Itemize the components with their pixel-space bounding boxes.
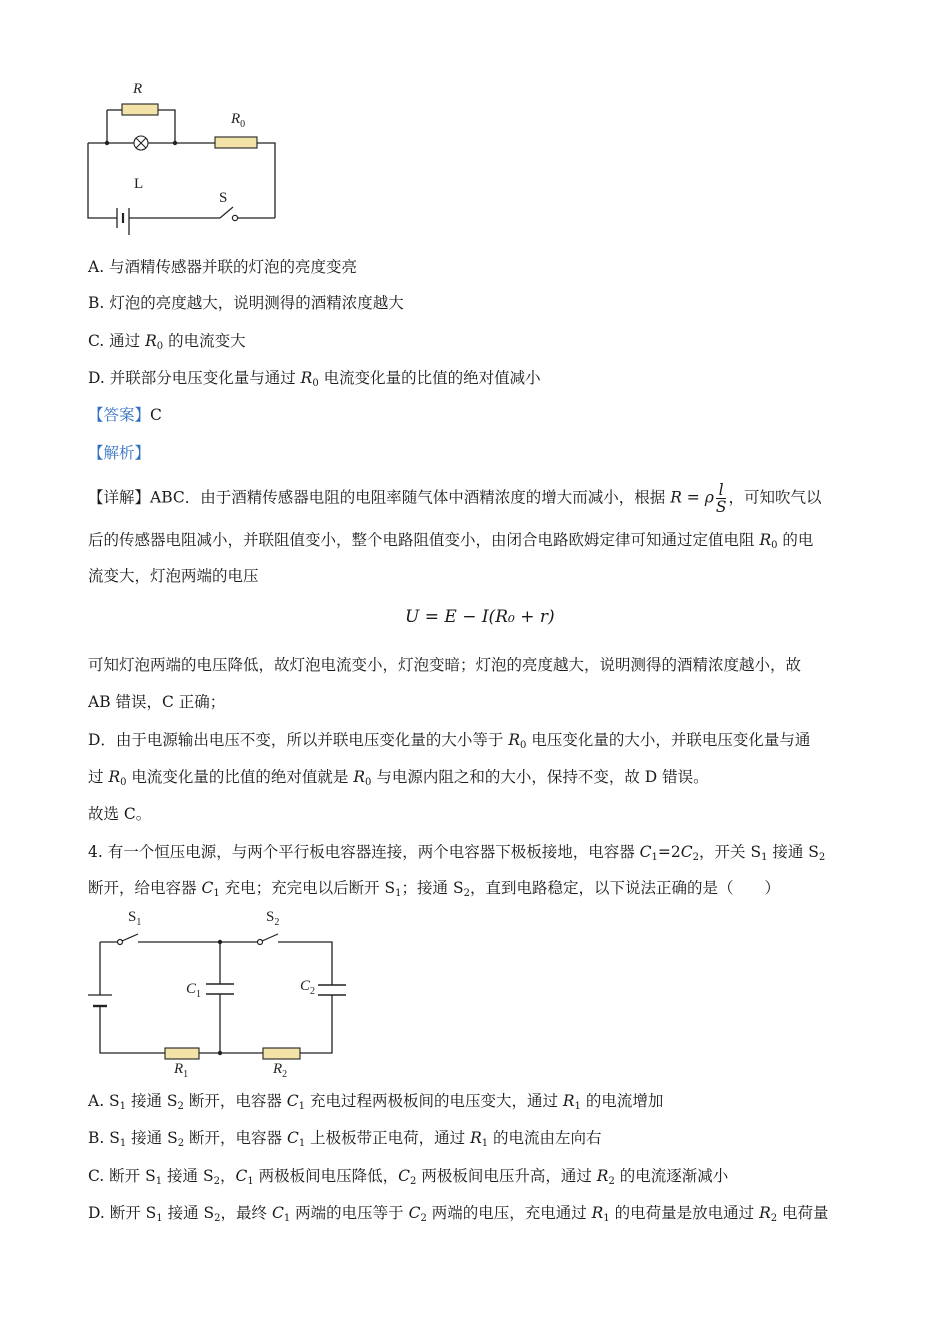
q3-detail-line-6: D．由于电源输出电压不变，所以并联电压变化量的大小等于 $R_0$ 电压变化量的大小，并联电压变化量与通 (88, 731, 811, 751)
q4-stem-line-2: 断开，给电容器 $C_1$ 充电；充完电以后断开 $S_1$；接通 $S_2$，直到电路稳定，以下说法正确的是（ ） (88, 879, 780, 899)
resistor-r1 (165, 1048, 199, 1059)
q3-analysis-tag: 【解析】 (88, 444, 151, 462)
q3-option-a: A. 与酒精传感器并联的灯泡的亮度变亮 (88, 258, 358, 276)
battery-icon (88, 995, 112, 1006)
q4-option-b: B. $S_1$ 接通 $S_2$ 断开，电容器 $C_1$ 上极板带正电荷，通过 $R_1$ 的电流由左向右 (88, 1129, 602, 1149)
battery-icon (117, 208, 129, 235)
q3-detail-line-1: 【详解】ABC．由于酒精传感器电阻的电阻率随气体中酒精浓度的增大而减小，根据 R = ρ $\frac{l}{S}$ ，可知吹气以 (88, 481, 822, 516)
q3-formula: U = E − I(R₀ + r) (405, 607, 555, 627)
label-s1: $S_1$ (128, 909, 142, 928)
q3-detail-line-3: 流变大，灯泡两端的电压 (88, 567, 259, 585)
q3-answer: 【答案】C (88, 406, 162, 424)
label-R: R (133, 81, 143, 97)
switch-S-icon (220, 207, 238, 221)
q3-option-c: C. 通过 $R_0$ 的电流变大 (88, 332, 246, 352)
q4-stem-line-1: 4. 有一个恒压电源，与两个平行板电容器连接，两个电容器下极板接地，电容器 $C_1=2C_2$，开关 $S_1$ 接通 $S_2$ (88, 843, 826, 863)
circuit-diagram-2 (80, 905, 370, 1085)
switch-s1-icon (118, 934, 139, 945)
lamp-icon (134, 136, 148, 150)
label-R0: $R_0$ (231, 111, 246, 130)
resistor-R (122, 104, 158, 115)
label-r1: $R_1$ (174, 1061, 189, 1080)
q3-detail-line-5: AB 错误，C 正确； (88, 693, 226, 711)
label-L: L (134, 176, 144, 192)
q3-detail-line-4: 可知灯泡两端的电压降低，故灯泡电流变小，灯泡变暗；灯泡的亮度越大，说明测得的酒精浓度越小，故 (88, 656, 802, 674)
q4-option-a: A. $S_1$ 接通 $S_2$ 断开，电容器 $C_1$ 充电过程两极板间的电压变大，通过 $R_1$ 的电流增加 (88, 1092, 664, 1112)
q3-detail-line-2: 后的传感器电阻减小，并联阻值变小，整个电路阻值变小，由闭合电路欧姆定律可知通过定值电阻 $R_0$ 的电 (88, 531, 814, 551)
resistor-r2 (263, 1048, 300, 1059)
label-c1: $C_1$ (186, 981, 202, 1000)
capacitor-c2-icon (318, 985, 346, 995)
q3-conclusion: 故选 C。 (88, 805, 152, 823)
q4-option-c: C. 断开 $S_1$ 接通 $S_2$，$C_1$ 两极板间电压降低，$C_2$ 两极板间电压升高，通过 $R_2$ 的电流逐渐减小 (88, 1167, 729, 1187)
fraction-l-over-s: $\frac{l}{S}$ (715, 481, 727, 516)
q3-option-b: B. 灯泡的亮度越大，说明测得的酒精浓度越大 (88, 294, 404, 312)
q4-option-d: D. 断开 $S_1$ 接通 $S_2$，最终 $C_1$ 两端的电压等于 $C_2$ 两端的电压，充电通过 $R_1$ 的电荷量是放电通过 $R_2$ 电荷量 (88, 1204, 829, 1224)
label-S: S (219, 190, 228, 206)
q3-option-d: D. 并联部分电压变化量与通过 $R_0$ 电流变化量的比值的绝对值减小 (88, 369, 541, 389)
label-s2: $S_2$ (266, 909, 280, 928)
circuit-diagram-1 (80, 75, 290, 245)
label-r2: $R_2$ (273, 1061, 288, 1080)
switch-s2-icon (258, 934, 279, 945)
label-c2: $C_2$ (300, 978, 316, 997)
q3-detail-line-7: 过 $R_0$ 电流变化量的比值的绝对值就是 $R_0$ 与电源内阻之和的大小，保持不变，故 D 错误。 (88, 768, 709, 788)
capacitor-c1-icon (206, 984, 234, 994)
resistor-R0 (215, 137, 257, 148)
